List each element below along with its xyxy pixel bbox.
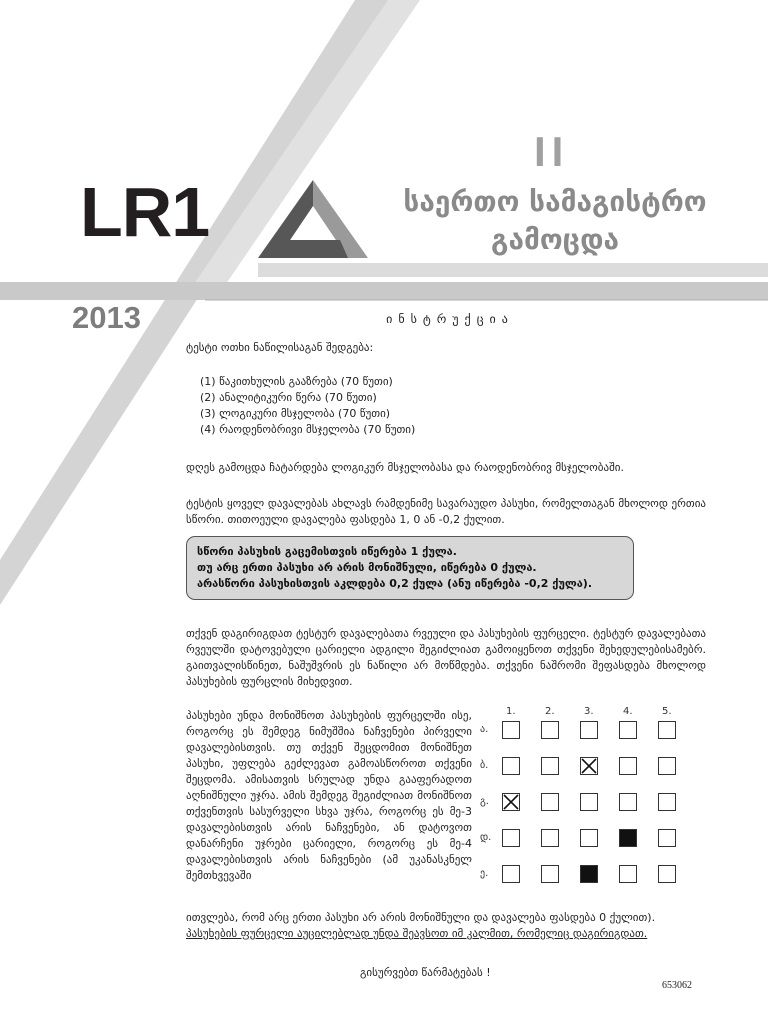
grid-column-header: 4. <box>623 706 633 717</box>
grid-row-label: გ. <box>480 796 489 807</box>
answer-cell-empty <box>619 757 637 775</box>
scoring-line: თუ არც ერთი პასუხი არ არის მონიშნული, იწერება 0 ქულა. <box>197 561 537 574</box>
parts-list-item: (4) რაოდენობრივი მსჯელობა (70 წუთი) <box>200 423 416 436</box>
exam-year: 2013 <box>72 300 141 335</box>
answer-cell-empty <box>541 829 559 847</box>
answer-cell-crossed <box>580 757 598 775</box>
answer-cell-crossed <box>502 793 520 811</box>
answer-cell-empty <box>658 757 676 775</box>
parts-list-item: (3) ლოგიკური მსჯელობა (70 წუთი) <box>200 407 391 420</box>
answer-cell-empty <box>658 793 676 811</box>
grid-column-header: 3. <box>584 706 594 717</box>
today-text: დღეს გამოცდა ჩატარდება ლოგიკურ მსჯელობასა და რაოდენობრივ მსჯელობაში. <box>186 461 624 474</box>
answer-cell-empty <box>658 829 676 847</box>
grid-column-header: 1. <box>506 706 516 717</box>
answer-cell-empty <box>619 793 637 811</box>
parts-list-item: (2) ანალიტიკური წერა (70 წუთი) <box>200 391 377 404</box>
parts-list-item: (1) წაკითხულის გააზრება (70 წუთი) <box>200 375 393 388</box>
sheets-text: თქვენ დაგირიგდათ ტესტურ დავალებათა რვეული და პასუხების ფურცელი. ტესტურ დავალებათა რვეულში დატოვებული ცარიელი ადგილი შეგიძლიათ გამოიყენოთ თქვენი შეხედულებისამებრ. გაითვალისწინეთ, ნაშუშვრის ეს ნაწილი არ მოწმდება. თქვენი ნაშრომი შეფასდება მხოლოდ პასუხების ფურცლის მიხედვით. <box>186 627 706 688</box>
marking-text: პასუხები უნდა მონიშნოთ პასუხების ფურცელში ისე, როგორც ეს შემდეგ ნიმუშშია ნაჩვენები პირველი დავალებისთვის. თუ თქვენ შეცდომით მონიშნეთ პასუხი, უფლება გეძლევათ გამოასწოროთ თქვენი შეცდომა. ამისათვის სრულად უნდა გააფერადოთ აღნიშნული უჯრა. ამის შემდეგ შეგიძლიათ მონიშნოთ თქვენთვის სასურველი სხვა უჯრა, როგორც ეს მე-3 დავალებისთვის არის ნაჩვენები, ან დატოვოთ დანარჩენი უჯრები ცარიელი, როგორც ეს მე-4 დავალებისთვის არის ნაჩვენები (ამ უკანასკნელ შემთხვევაში <box>186 709 472 882</box>
answer-cell-empty <box>502 865 520 883</box>
grid-row-label: ა. <box>480 724 489 735</box>
answer-cell-empty <box>580 721 598 739</box>
closing-text: გისურვებთ წარმატებას ! <box>360 966 491 979</box>
answer-cell-filled <box>619 829 637 847</box>
intro-text: ტესტი ოთხი ნაწილისაგან შედგება: <box>186 341 374 354</box>
cross-mark-icon <box>503 794 519 810</box>
answers-text: ტესტის ყოველ დავალებას ახლავს რამდენიმე სავარაუდო პასუხი, რომელთაგან მხოლოდ ერთია სწორი. თითოეული დავალება ფასდება 1, 0 ან -0,2 ქულით. <box>186 497 706 526</box>
horizontal-band-upper <box>258 263 768 277</box>
answer-cell-empty <box>502 757 520 775</box>
answer-cell-empty <box>580 793 598 811</box>
sample-answer-grid <box>478 706 708 906</box>
grid-row-label: დ. <box>480 832 492 843</box>
answer-cell-empty <box>580 829 598 847</box>
grid-column-header: 2. <box>545 706 555 717</box>
marking-end-text: ითვლება, რომ არც ერთი პასუხი არ არის მონიშნული და დავალება ფასდება 0 ქულით). <box>186 911 656 924</box>
part-number: II <box>534 128 570 175</box>
answer-cell-empty <box>541 793 559 811</box>
grid-column-header: 5. <box>662 706 672 717</box>
answer-cell-empty <box>541 865 559 883</box>
test-code: LR1 <box>80 173 210 251</box>
horizontal-band <box>0 282 768 300</box>
answer-cell-empty <box>658 721 676 739</box>
serial-number: 653062 <box>662 980 692 991</box>
exam-title-line2: გამოცდა <box>491 223 619 256</box>
cross-mark-icon <box>581 758 597 774</box>
answer-cell-empty <box>502 721 520 739</box>
scoring-box <box>186 536 634 600</box>
answer-cell-empty <box>541 757 559 775</box>
answer-cell-empty <box>619 721 637 739</box>
answer-cell-empty <box>619 865 637 883</box>
parts-list <box>200 374 415 438</box>
exam-title-line1: საერთო სამაგისტრო <box>403 185 707 218</box>
grid-row-label: ე. <box>480 868 489 879</box>
scoring-line: სწორი პასუხის გაცემისთვის იწერება 1 ქულა. <box>197 545 457 558</box>
scoring-line: არასწორი პასუხისთვის აკლდება 0,2 ქულა (ანუ იწერება -0,2 ქულა). <box>197 577 593 590</box>
answer-cell-empty <box>502 829 520 847</box>
exam-title <box>392 183 718 259</box>
grid-row-label: ბ. <box>480 760 489 771</box>
pen-text: პასუხების ფურცელი აუცილებლად უნდა შეავსოთ იმ კალმით, რომელიც დაგირიგდათ. <box>186 927 648 940</box>
instructions-heading: ინსტრუქცია <box>386 312 514 326</box>
answer-cell-empty <box>541 721 559 739</box>
answer-cell-filled <box>580 865 598 883</box>
answer-cell-empty <box>658 865 676 883</box>
